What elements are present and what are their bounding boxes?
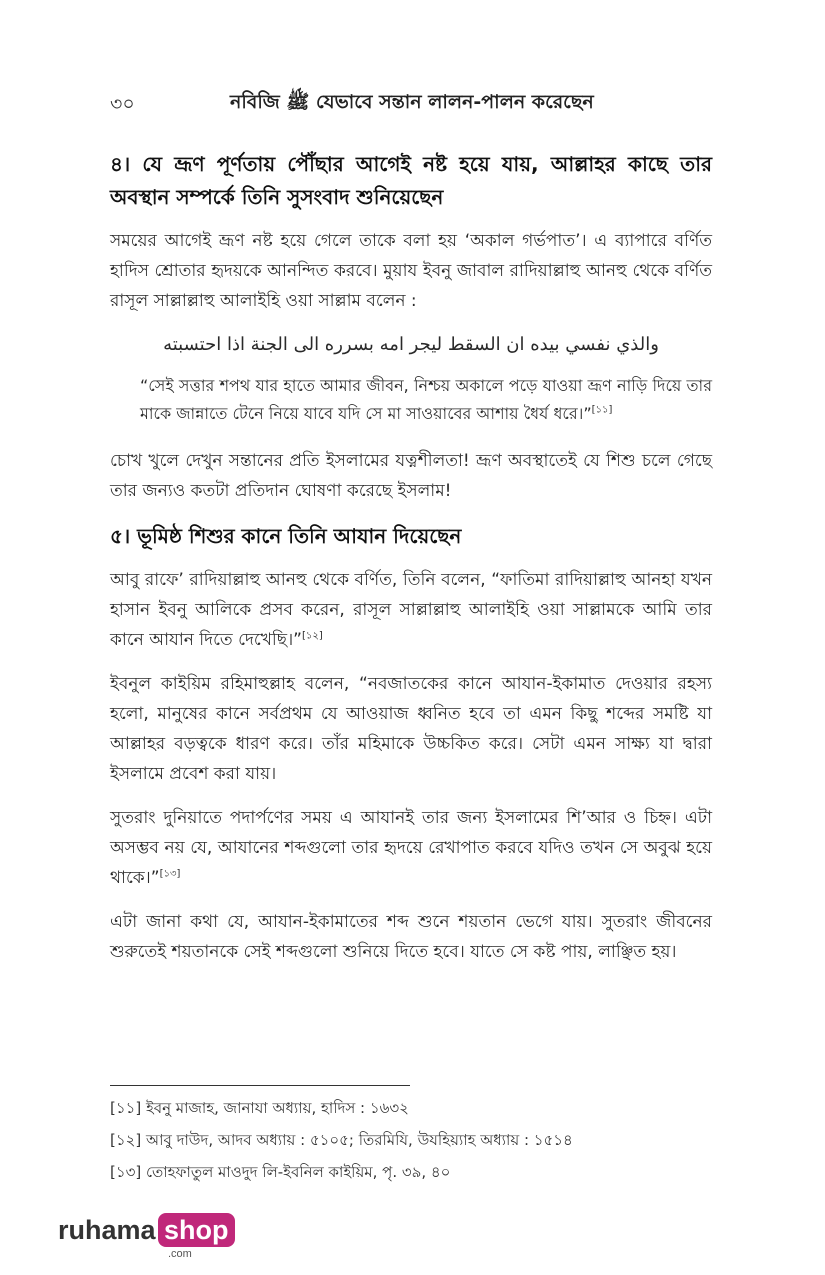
footnote-ref-11[interactable]: [১১] xyxy=(591,404,613,416)
footnote-divider xyxy=(110,1085,410,1086)
logo-domain-text: .com xyxy=(168,1248,192,1260)
quote-text: “সেই সত্তার শপথ যার হাতে আমার জীবন, নিশ্চয় অকালে পড়ে যাওয়া ভ্রূণ নাড়ি দিয়ে তার মাকে জান্নাতে টেনে নিয়ে যাবে যদি সে মা সাওয়াবের আশায় ধৈর্য ধরে।” xyxy=(140,376,712,423)
section-5-heading: ৫। ভূমিষ্ঠ শিশুর কানে তিনি আযান দিয়েছেন xyxy=(110,524,462,548)
section-4-paragraph-2: চোখ খুলে দেখুন সন্তানের প্রতি ইসলামের যত্নশীলতা! ভ্রূণ অবস্থাতেই যে শিশু চলে গেছে তার জন্যও কতটা প্রতিদান ঘোষণা করেছে ইসলাম! xyxy=(110,451,712,501)
logo-shop-badge: shop xyxy=(158,1213,235,1247)
footnote-11: [১১] ইবনু মাজাহ, জানাযা অধ্যায়, হাদিস : ১৬৩২ xyxy=(110,1099,409,1117)
page-number: ৩০ xyxy=(110,93,135,115)
section-4-heading: ৪। যে ভ্রূণ পূর্ণতায় পৌঁছার আগেই নষ্ট হয়ে যায়, আল্লাহর কাছে তার অবস্থান সম্পর্কে তিনি সুসংবাদ শুনিয়েছেন xyxy=(110,152,712,209)
section-5-paragraph-2: ইবনুল কাইয়িম রহিমাহুল্লাহ বলেন, “নবজাতকের কানে আযান-ইকামাত দেওয়ার রহস্য হলো, মানুষের কানে সর্বপ্রথম যে আওয়াজ ধ্বনিত হবে তা এমন কিছু শব্দের সমষ্টি যা আল্লাহর বড়ত্বকে ধারণ করে। তাঁর মহিমাকে উচ্চকিত করে। সেটা এমন সাক্ষ্য যা দ্বারা ইসলামে প্রবেশ করা যায়। xyxy=(110,674,712,784)
book-title: নবিজি ﷺ যেভাবে সন্তান লালন-পালন করেছেন xyxy=(230,91,594,113)
arabic-hadith-text: والذي نفسي بيده ان السقط ليجر امه بسرره الى الجنة اذا احتسبته xyxy=(163,334,659,355)
logo-ruhama-text: ruhama xyxy=(58,1215,156,1245)
running-header xyxy=(110,88,715,118)
section-5-paragraph-4: এটা জানা কথা যে, আযান-ইকামাতের শব্দ শুনে শয়তান ভেগে যায়। সুতরাং জীবনের শুরুতেই শয়তানকে সেই শব্দগুলো শুনিয়ে দিতে হবে। যাতে সে কষ্ট পায়, লাঞ্ছিত হয়। xyxy=(110,912,712,962)
footnote-ref-12[interactable]: [১২] xyxy=(301,630,323,642)
footnote-ref-13[interactable]: [১৩] xyxy=(159,868,181,880)
hadith-translation-quote xyxy=(140,372,712,428)
page-content xyxy=(110,148,712,981)
ruhamashop-logo xyxy=(58,1213,238,1260)
footnote-13: [১৩] তোহফাতুল মাওদুদ লি-ইবনিল কাইয়িম, পৃ. ৩৯, ৪০ xyxy=(110,1163,451,1181)
section-4-paragraph-1: সময়ের আগেই ভ্রূণ নষ্ট হয়ে গেলে তাকে বলা হয় ‘অকাল গর্ভপাত’। এ ব্যাপারে বর্ণিত হাদিস শ্রোতার হৃদয়কে আনন্দিত করবে। মুয়ায ইবনু জাবাল রাদিয়াল্লাহু আনহু থেকে বর্ণিত রাসূল সাল্লাল্লাহু আলাইহি ওয়া সাল্লাম বলেন : xyxy=(110,231,712,311)
section-5-paragraph-1 xyxy=(110,565,712,655)
paragraph-text: সুতরাং দুনিয়াতে পদার্পণের সময় এ আযানই তার জন্য ইসলামের শি’আর ও চিহ্ন। এটা অসম্ভব নয় যে, আযানের শব্দগুলো তার হৃদয়ে রেখাপাত করবে যদিও তখন সে অবুঝ হয়ে থাকে।” xyxy=(110,808,712,888)
footnotes xyxy=(110,1098,712,1194)
paragraph-text: আবু রাফে’ রাদিয়াল্লাহু আনহু থেকে বর্ণিত, তিনি বলেন, “ফাতিমা রাদিয়াল্লাহু আনহা যখন হাসান ইবনু আলিকে প্রসব করেন, রাসূল সাল্লাল্লাহু আলাইহি ওয়া সাল্লামকে আমি তার কানে আযান দিতে দেখেছি।” xyxy=(110,570,712,650)
footnote-12: [১২] আবু দাউদ, আদব অধ্যায় : ৫১০৫; তিরমিযি, উযহিয়্যাহ অধ্যায় : ১৫১৪ xyxy=(110,1131,573,1149)
section-5-paragraph-3 xyxy=(110,803,712,893)
